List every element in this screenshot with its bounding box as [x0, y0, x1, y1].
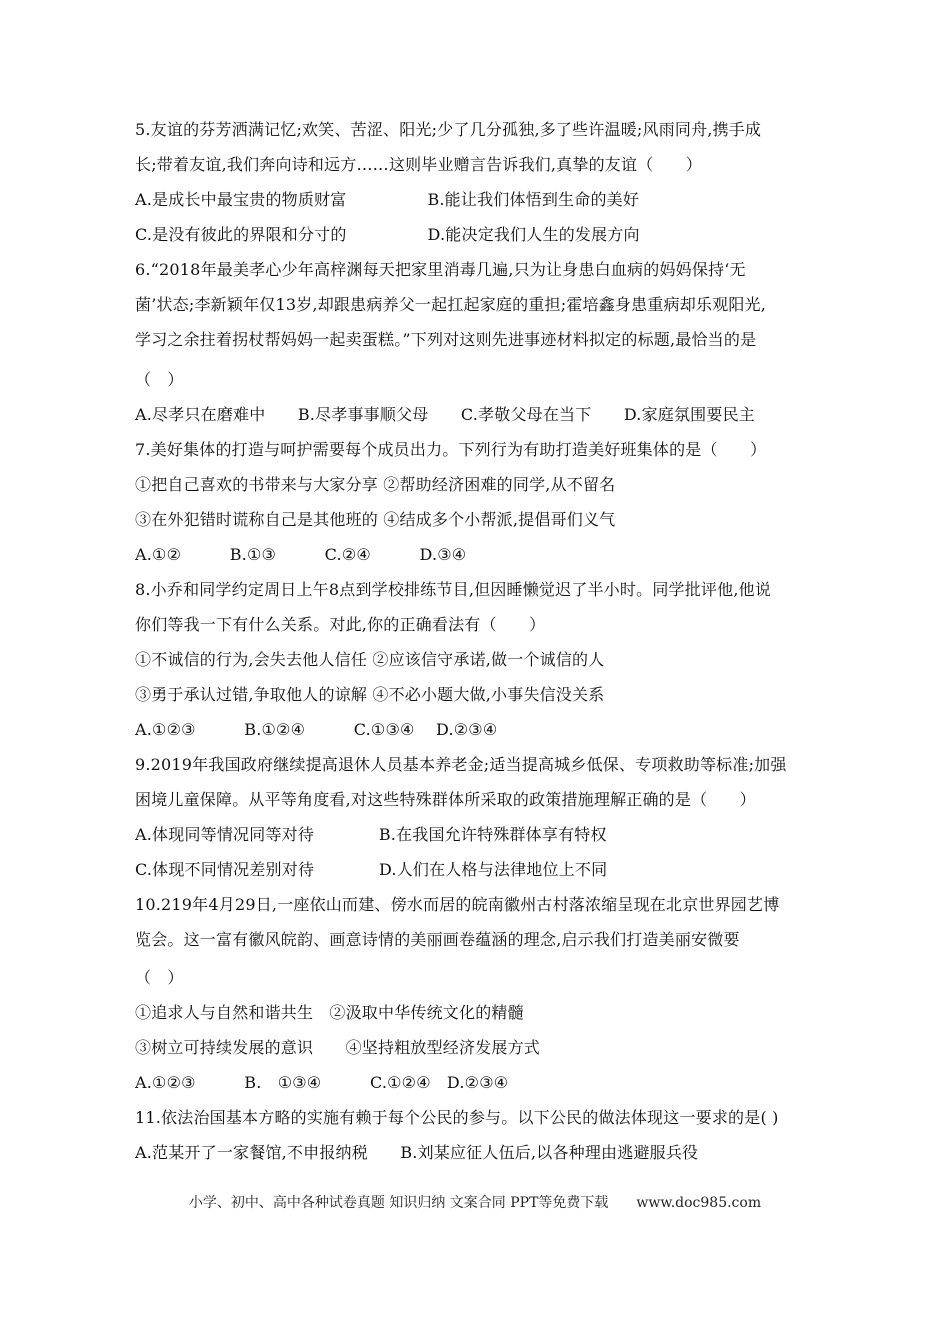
q8-statements-34: ③勇于承认过错,争取他人的谅解 ④不必小题大做,小事失信没关系 — [135, 685, 605, 704]
q11-stem-line-1: 11.依法治国基本方略的实施有赖于每个公民的参与。以下公民的做法体现这一要求的是( ) — [135, 1108, 779, 1127]
q10-statements-12: ①追求人与自然和谐共生 ②汲取中华传统文化的精髓 — [135, 1003, 524, 1022]
q9-stem-line-1: 9.2019年我国政府继续提高退休人员基本养老金;适当提高城乡低保、专项救助等标准;加强 — [135, 755, 787, 774]
q8-stem-line-2: 你们等我一下有什么关系。对此,你的正确看法有（ ） — [135, 615, 546, 634]
q9-option-ab: A.体现同等情况同等对待 B.在我国允许特殊群体享有特权 — [135, 825, 607, 844]
q10-stem-line-1: 10.219年4月29日,一座依山而建、傍水而居的皖南徽州古村落浓缩呈现在北京世界园艺博 — [135, 895, 780, 914]
q5-stem-line-2: 长;带着友谊,我们奔向诗和远方……这则毕业赠言告诉我们,真挚的友谊（ ） — [135, 155, 702, 174]
q7-options: A.①② B.①③ C.②④ D.③④ — [135, 545, 467, 564]
q9-option-cd: C.体现不同情况差别对待 D.人们在人格与法律地位上不同 — [135, 860, 608, 879]
q5-stem-line-1: 5.友谊的芬芳洒满记忆;欢笑、苦涩、阳光;少了几分孤独,多了些许温暖;风雨同舟,携手成 — [135, 120, 762, 139]
download-footer: 小学、初中、高中各种试卷真题 知识归纳 文案合同 PPT等免费下载 www.doc985.com — [188, 1195, 762, 1211]
q6-stem-line-3: 学习之余拄着拐杖帮妈妈一起卖蛋糕。”下列对这则先进事迹材料拟定的标题,最恰当的是 — [135, 330, 757, 349]
q9-stem-line-2: 困境儿童保障。从平等角度看,对这些特殊群体所采取的政策措施理解正确的是（ ） — [135, 790, 756, 809]
q10-answer-blank: （ ） — [135, 968, 184, 987]
q6-answer-blank: （ ） — [135, 370, 184, 389]
q5-option-cd: C.是没有彼此的界限和分寸的 D.能决定我们人生的发展方向 — [135, 225, 640, 244]
q7-stem-line-1: 7.美好集体的打造与呵护需要每个成员出力。下列行为有助打造美好班集体的是（ ） — [135, 440, 767, 459]
q8-options: A.①②③ B.①②④ C.①③④ D.②③④ — [135, 720, 498, 739]
q10-stem-line-2: 览会。这一富有徽风皖韵、画意诗情的美丽画卷蕴涵的理念,启示我们打造美丽安微要 — [135, 930, 740, 949]
q6-stem-line-1: 6.“2018年最美孝心少年高梓渊每天把家里消毒几遍,只为让身患白血病的妈妈保持‘无 — [135, 260, 746, 279]
q10-options: A.①②③ B. ①③④ C.①②④ D.②③④ — [135, 1073, 509, 1092]
q5-option-ab: A.是成长中最宝贵的物质财富 B.能让我们体悟到生命的美好 — [135, 190, 640, 209]
q11-option-ab: A.范某开了一家餐馆,不申报纳税 B.刘某应征人伍后,以各种理由逃避服兵役 — [135, 1143, 699, 1162]
q8-statements-12: ①不诚信的行为,会失去他人信任 ②应该信守承诺,做一个诚信的人 — [135, 650, 605, 669]
q10-statements-34: ③树立可持续发展的意识 ④坚持粗放型经济发展方式 — [135, 1038, 541, 1057]
q8-stem-line-1: 8.小乔和同学约定周日上午8点到学校排练节目,但因睡懒觉迟了半小时。同学批评他,他说 — [135, 580, 772, 599]
q7-statements-34: ③在外犯错时谎称自己是其他班的 ④结成多个小帮派,提倡哥们义气 — [135, 510, 616, 529]
q7-statements-12: ①把自己喜欢的书带来与大家分享 ②帮助经济困难的同学,从不留名 — [135, 475, 616, 494]
q6-options: A.尽孝只在磨难中 B.尽孝事事顺父母 C.孝敬父母在当下 D.家庭氛围要民主 — [135, 405, 755, 424]
q6-stem-line-2: 菌’状态;李新颖年仅13岁,却跟患病养父一起扛起家庭的重担;霍培鑫身患重病却乐观阳光, — [135, 295, 766, 314]
